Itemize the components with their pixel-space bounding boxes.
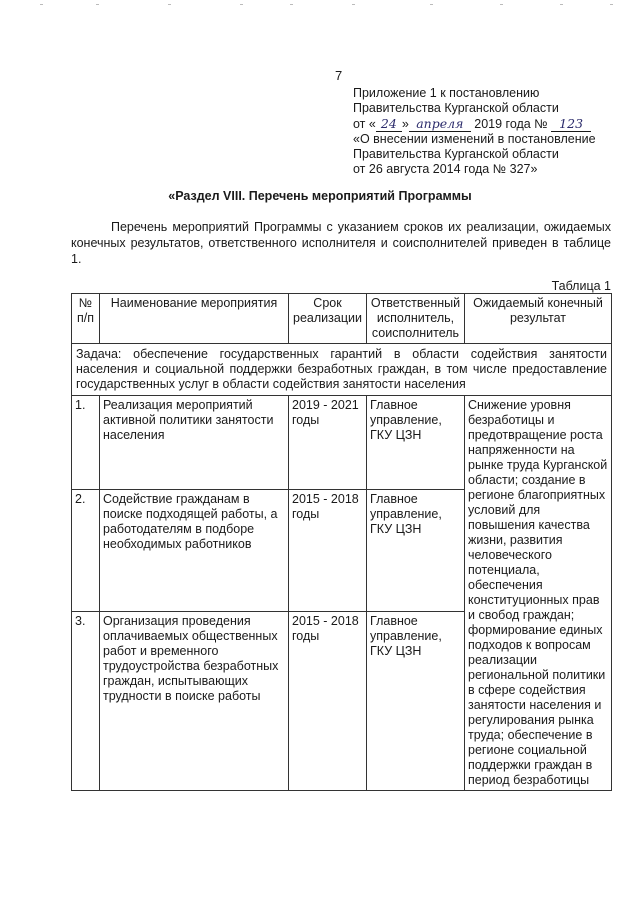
header-period: Срок реализации bbox=[289, 294, 367, 344]
appendix-line-4: «О внесении изменений в постановление bbox=[353, 132, 596, 146]
table-header-row bbox=[72, 294, 612, 344]
task-text: Задача: обеспечение государственных гарантий в области содействия занятости населения и социальной поддержки безработных граждан, в том числе предоставление государственных услуг в области содействия занятости населения bbox=[76, 347, 607, 391]
header-name: Наименование мероприятия bbox=[100, 294, 289, 344]
row-1-num: 1. bbox=[72, 396, 100, 490]
row-2-responsible: Главное управление, ГКУ ЦЗН bbox=[367, 490, 465, 612]
appendix-date-line bbox=[353, 116, 628, 132]
appendix-date-mid: 2019 года № bbox=[470, 117, 552, 131]
appendix-line-6: от 26 августа 2014 года № 327» bbox=[353, 162, 538, 176]
measures-table bbox=[71, 293, 612, 791]
row-3-period: 2015 - 2018 годы bbox=[289, 612, 367, 791]
row-2-period: 2015 - 2018 годы bbox=[289, 490, 367, 612]
handwritten-month: апреля bbox=[409, 116, 471, 132]
task-cell bbox=[72, 344, 612, 396]
header-result: Ожидаемый конечный результат bbox=[465, 294, 612, 344]
row-1-period: 2019 - 2021 годы bbox=[289, 396, 367, 490]
appendix-date-prefix: от « bbox=[353, 117, 376, 131]
row-3-num: 3. bbox=[72, 612, 100, 791]
row-3-responsible: Главное управление, ГКУ ЦЗН bbox=[367, 612, 465, 791]
row-1-name: Реализация мероприятий активной политики занятости населения bbox=[100, 396, 289, 490]
header-num: № п/п bbox=[72, 294, 100, 344]
appendix-block bbox=[353, 86, 628, 177]
row-1-responsible: Главное управление, ГКУ ЦЗН bbox=[367, 396, 465, 490]
appendix-quote-close: » bbox=[401, 117, 409, 131]
handwritten-number: 123 bbox=[551, 116, 591, 132]
row-2-name: Содействие гражданам в поиске подходящей работы, а работодателям в подборе необходимых работников bbox=[100, 490, 289, 612]
section-heading: «Раздел VIII. Перечень мероприятий Программы bbox=[168, 189, 472, 203]
table-row bbox=[72, 396, 612, 490]
task-row bbox=[72, 344, 612, 396]
result-cell: Снижение уровня безработицы и предотвращение роста напряженности на рынке труда Курганской области; создание в регионе благоприятных условий для повышения качества жизни, развития человеческого потенциала, обеспечения конституционных прав и свобод граждан; формирование единых подходов к вопросам реализации региональной политики в сфере содействия занятости населения и регулирования рынка труда; обеспечение в регионе социальной поддержки граждан в период безработицы bbox=[465, 396, 612, 791]
intro-paragraph: Перечень мероприятий Программы с указанием сроков их реализации, ожидаемых конечных результатов, ответственного исполнителя и соисполнителей приведен в таблице 1. bbox=[71, 220, 611, 266]
row-3-name: Организация проведения оплачиваемых общественных работ и временного трудоустройства безработных граждан, испытывающих трудности в поиске работы bbox=[100, 612, 289, 791]
header-responsible: Ответственный исполнитель, соисполнитель bbox=[367, 294, 465, 344]
handwritten-day: 24 bbox=[376, 116, 402, 132]
appendix-line-1: Приложение 1 к постановлению bbox=[353, 86, 540, 100]
appendix-line-2: Правительства Курганской области bbox=[353, 101, 559, 115]
page-number: 7 bbox=[335, 68, 343, 83]
row-2-num: 2. bbox=[72, 490, 100, 612]
appendix-line-5: Правительства Курганской области bbox=[353, 147, 559, 161]
scan-edge-artifacts bbox=[0, 4, 640, 8]
table-caption: Таблица 1 bbox=[551, 279, 611, 293]
